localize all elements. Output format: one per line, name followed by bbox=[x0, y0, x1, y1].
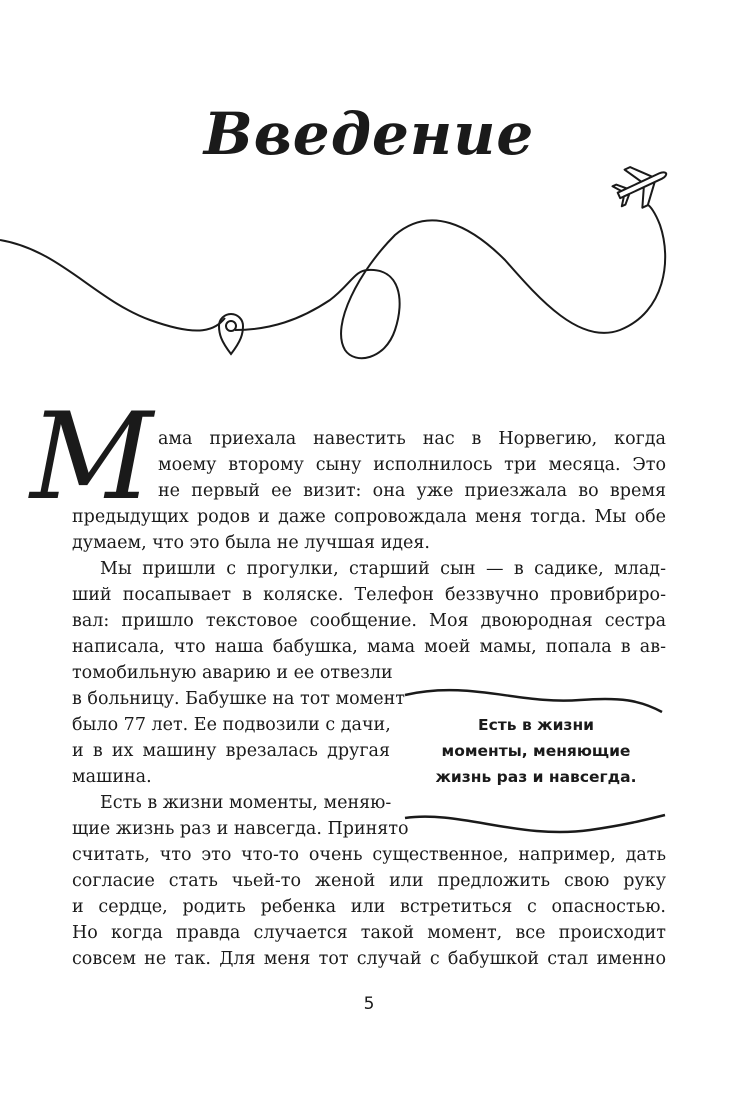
body-text-line: совсем не так. Для меня тот случай с бабушкой стал именно bbox=[72, 949, 666, 969]
body-text-line: написала, что наша бабушка, мама моей мамы, попала в ав- bbox=[72, 637, 666, 657]
body-text-line: вал: пришло текстовое сообщение. Моя двоюродная сестра bbox=[72, 611, 666, 631]
body-text-line: согласие стать чьей-то женой или предложить свою руку bbox=[72, 871, 666, 891]
pull-quote-line: Есть в жизни bbox=[477, 716, 595, 734]
pull-quote-top-wave bbox=[405, 690, 662, 712]
body-text-line: и сердце, родить ребенка или встретиться с опасностью. bbox=[72, 897, 666, 917]
body-text-line: предыдущих родов и даже сопровождала меня тогда. Мы обе bbox=[72, 507, 666, 527]
body-text-line: было 77 лет. Ее подвозили с дачи, bbox=[72, 715, 391, 735]
body-text-line: томобильную аварию и ее отвезли bbox=[72, 663, 393, 683]
pull-quote-line: моменты, меняющие bbox=[441, 742, 631, 760]
body-text-line: считать, что это что-то очень существенное, например, дать bbox=[72, 845, 666, 865]
travel-path-line bbox=[0, 205, 665, 358]
body-text-line: моему второму сыну исполнилось три месяца. Это bbox=[158, 455, 666, 475]
body-text-line: Мы пришли с прогулки, старший сын — в садике, млад- bbox=[100, 559, 666, 579]
airplane-icon bbox=[608, 154, 675, 215]
pull-quote-bottom-wave bbox=[405, 815, 665, 832]
body-text-line: и в их машину врезалась другая bbox=[72, 741, 390, 761]
body-text-line: не первый ее визит: она уже приезжала во время bbox=[158, 481, 666, 501]
body-text-line: в больницу. Бабушке на тот момент bbox=[72, 689, 405, 709]
body-text-line: машина. bbox=[72, 767, 152, 787]
page-number: 5 bbox=[363, 994, 375, 1014]
body-text-line: Есть в жизни моменты, меняю- bbox=[100, 793, 392, 813]
body-text-line: ама приехала навестить нас в Норвегию, когда bbox=[158, 429, 666, 449]
body-text-line: щие жизнь раз и навсегда. Принято bbox=[72, 819, 409, 839]
body-text-line: думаем, что это была не лучшая идея. bbox=[72, 533, 430, 553]
pull-quote-line: жизнь раз и навсегда. bbox=[435, 768, 637, 786]
drop-cap: М bbox=[30, 388, 153, 527]
body-text-line: ший посапывает в коляске. Телефон беззвучно провибриро- bbox=[72, 585, 666, 605]
page-title: Введение bbox=[203, 100, 535, 168]
body-text-line: Но когда правда случается такой момент, все происходит bbox=[72, 923, 666, 943]
